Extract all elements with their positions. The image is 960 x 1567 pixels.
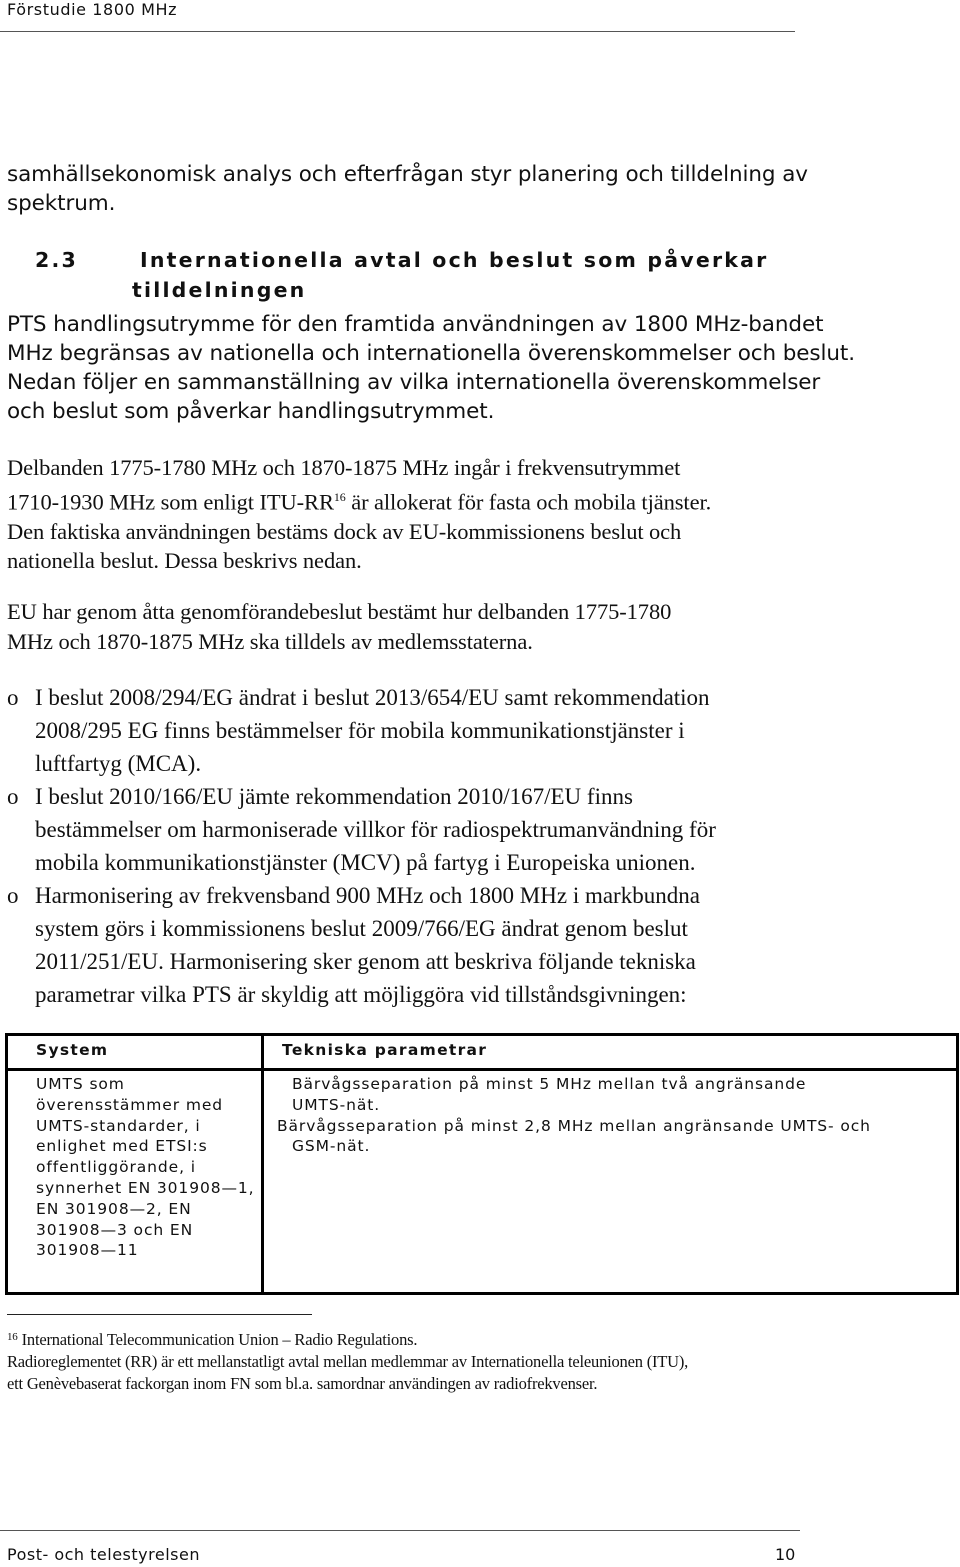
text-line: 2011/251/EU. Harmonisering sker genom att beskriva följande tekniska	[35, 949, 696, 974]
bullet-marker: o	[7, 685, 19, 710]
section-number: 2.3	[35, 248, 78, 272]
text-line: I beslut 2010/166/EU jämte rekommendation 2010/167/EU finns	[35, 784, 633, 809]
footnote-line: International Telecommunication Union – Radio Regulations.	[21, 1330, 418, 1349]
text-line: Den faktiska användningen bestäms dock av EU-kommissionens beslut och	[7, 518, 682, 544]
column-header-system: System	[7, 1035, 263, 1070]
cell-line: offentliggörande, i	[36, 1158, 196, 1177]
cell-line: GSM-nät.	[292, 1137, 371, 1156]
section-title-line: Internationella avtal och beslut som påverkar	[140, 248, 769, 272]
body-paragraph-2	[7, 453, 711, 576]
page-number: 10	[775, 1545, 796, 1564]
bullet-marker: o	[7, 784, 19, 809]
text-line: mobila kommunikationstjänster (MCV) på fartyg i Europeiska unionen.	[35, 850, 696, 875]
footnote-line: Radioreglementet (RR) är ett mellanstatligt avtal mellan medlemmar av Internationella teleunionen (ITU),	[7, 1352, 689, 1371]
footnote	[7, 1326, 907, 1395]
footer-publisher: Post- och telestyrelsen	[7, 1545, 200, 1564]
cell-line: UMTS-standarder, i	[36, 1116, 201, 1135]
footnote-reference[interactable]: 16	[333, 489, 346, 504]
text-line: bestämmelser om harmoniserade villkor för radiospektrumanvändning för	[35, 817, 716, 842]
footnote-number: 16	[7, 1331, 18, 1343]
text-line: spektrum.	[7, 191, 116, 216]
table-header-row	[7, 1035, 958, 1070]
text-line: parametrar vilka PTS är skyldig att möjliggöra vid tillståndsgivningen:	[35, 982, 687, 1007]
section-title-line: tilldelningen	[132, 278, 307, 302]
section-heading	[35, 245, 935, 305]
text-line: EU har genom åtta genomförandebeslut bestämt hur delbanden 1775-1780	[7, 599, 672, 624]
cell-line: enlighet med ETSI:s	[36, 1137, 208, 1156]
footnote-line: ett Genèvebaserat fackorgan inom FN som bl.a. samordnar användingen av radiofrekvenser.	[7, 1374, 598, 1393]
cell-line: EN 301908—2, EN	[36, 1199, 192, 1218]
cell-line: synnerhet EN 301908—1,	[36, 1178, 255, 1197]
body-paragraph-3	[7, 597, 671, 656]
system-cell	[7, 1070, 263, 1294]
footnote-rule	[7, 1314, 312, 1315]
text-line: och beslut som påverkar handlingsutrymmet.	[7, 399, 495, 424]
text-line: MHz begränsas av nationella och internationella överenskommelser och beslut.	[7, 341, 855, 366]
header-rule	[0, 31, 795, 32]
text-line: PTS handlingsutrymme för den framtida användningen av 1800 MHz-bandet	[7, 312, 824, 337]
intro-paragraph	[7, 160, 808, 218]
table-row	[7, 1070, 958, 1294]
cell-line: överensstämmer med	[36, 1095, 224, 1114]
bullet-marker: o	[7, 883, 19, 908]
text-line: Delbanden 1775-1780 MHz och 1870-1875 MHz ingår i frekvensutrymmet	[7, 455, 681, 480]
cell-line: Bärvågsseparation på minst 2,8 MHz mellan angränsande UMTS- och	[277, 1116, 871, 1135]
text-line: luftfartyg (MCA).	[35, 751, 202, 776]
parameters-cell	[263, 1070, 958, 1294]
cell-line: Bärvågsseparation på minst 5 MHz mellan två angränsande	[292, 1075, 807, 1093]
cell-line: UMTS-nät.	[292, 1095, 381, 1114]
running-header-title: Förstudie 1800 MHz	[7, 0, 178, 19]
text-line: nationella beslut. Dessa beskrivs nedan.	[7, 548, 362, 573]
column-header-parameters: Tekniska parametrar	[263, 1035, 958, 1070]
cell-line: 301908—11	[36, 1241, 139, 1260]
text-line: Nedan följer en sammanställning av vilka internationella överenskommelser	[7, 370, 821, 395]
text-line: system görs i kommissionens beslut 2009/766/EG ändrat genom beslut	[35, 916, 688, 941]
footer-rule	[0, 1530, 800, 1531]
parameters-table	[5, 1033, 959, 1295]
cell-line: UMTS som	[36, 1075, 125, 1093]
text-line: 1710-1930 MHz som enligt ITU-RR$^{16}$ är allokerat för fasta och mobila tjänster.	[7, 489, 712, 514]
text-line: I beslut 2008/294/EG ändrat i beslut 2013/654/EU samt rekommendation	[35, 685, 710, 710]
text-line: 2008/295 EG finns bestämmelser för mobila kommunikationstjänster i	[35, 718, 685, 743]
body-paragraph-1	[7, 310, 855, 426]
text-line: samhällsekonomisk analys och efterfrågan styr planering och tilldelning av	[7, 162, 808, 187]
cell-line: 301908—3 och EN	[36, 1220, 194, 1239]
text-line: MHz och 1870-1875 MHz ska tilldels av medlemsstaterna.	[7, 628, 533, 654]
text-line: Harmonisering av frekvensband 900 MHz och 1800 MHz i markbundna	[35, 883, 700, 908]
